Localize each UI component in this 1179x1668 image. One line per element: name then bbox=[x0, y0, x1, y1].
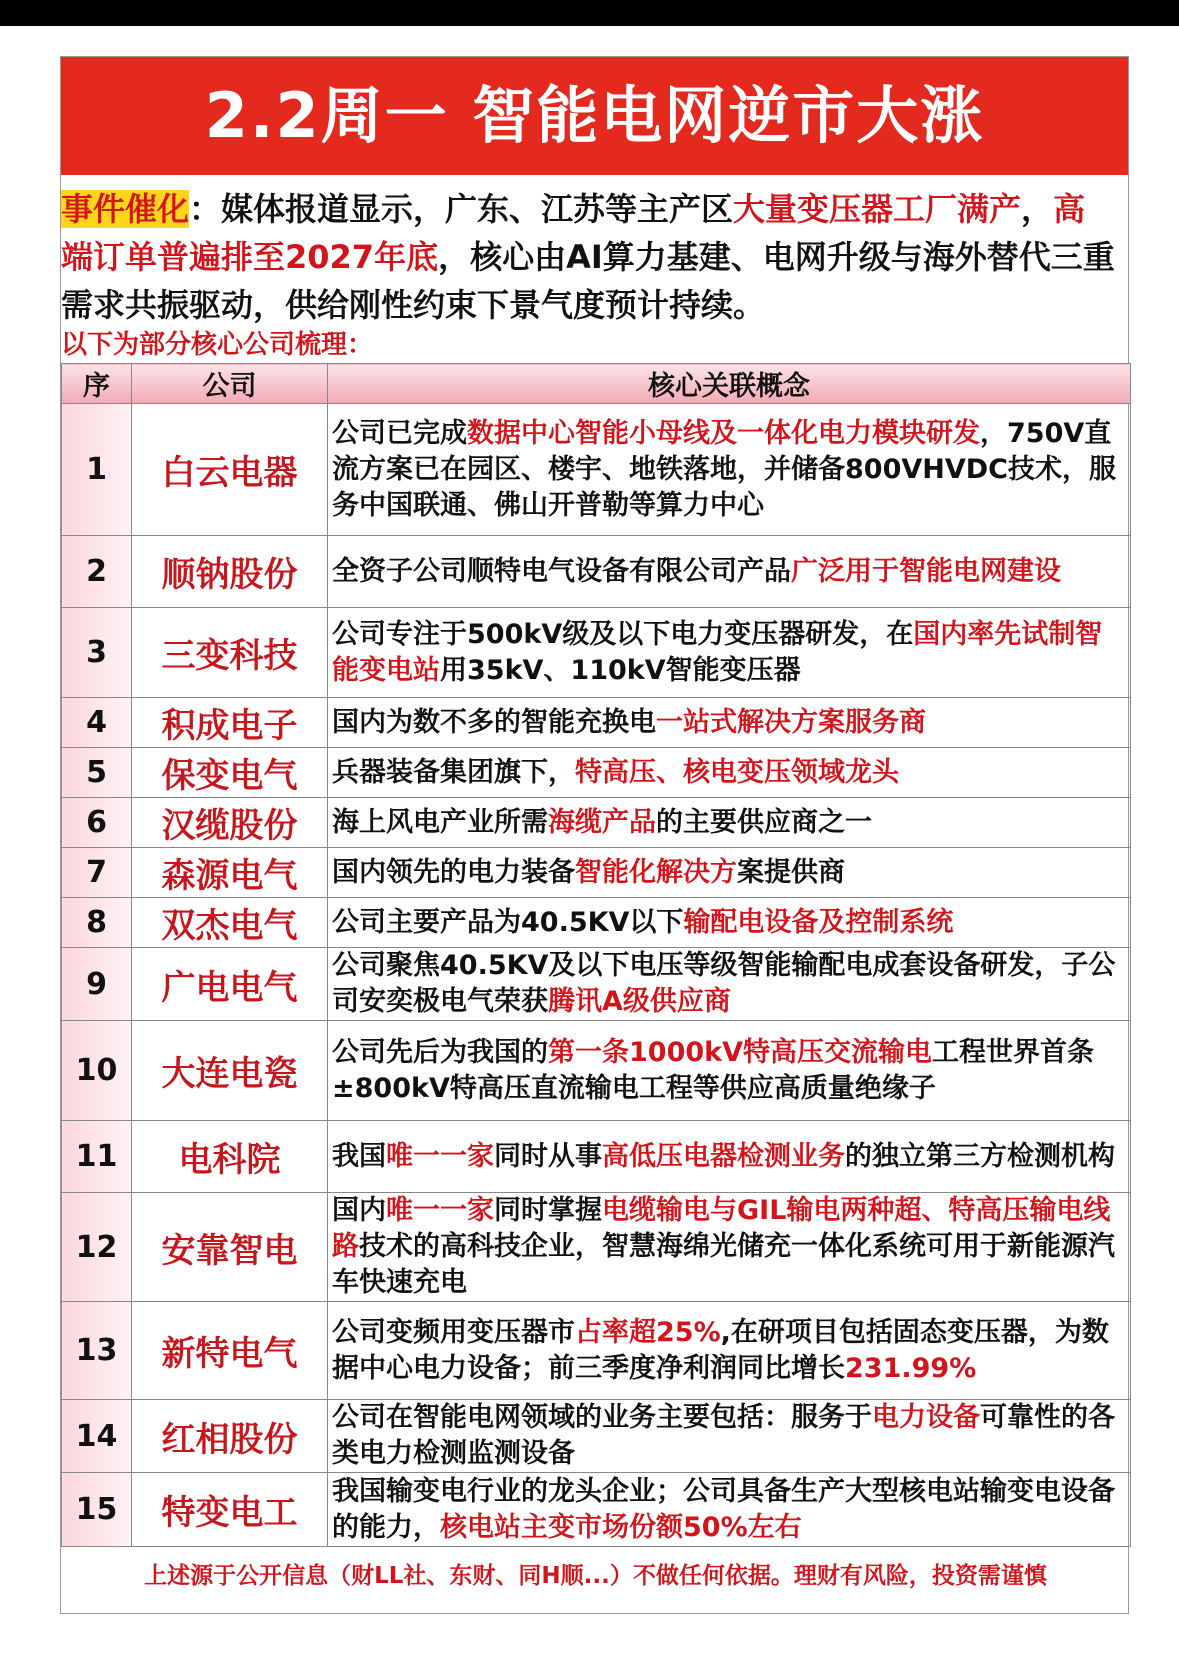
company-table bbox=[61, 363, 1131, 1547]
row-seq: 13 bbox=[62, 1302, 132, 1400]
row-seq: 5 bbox=[62, 748, 132, 798]
table-row bbox=[62, 1193, 1131, 1302]
concept-text: 公司聚焦40.5KV及以下电压等级智能输配电成套设备研发，子公司安奕极电气荣获 bbox=[332, 950, 1116, 1017]
row-concept bbox=[328, 748, 1131, 798]
table-row bbox=[62, 608, 1131, 698]
concept-text: ,在研项目包括固态变压器，为数据中心电力设备；前三季度净利润同比增长 bbox=[332, 1316, 1109, 1384]
row-seq: 9 bbox=[62, 948, 132, 1021]
row-concept bbox=[328, 848, 1131, 898]
row-company: 三变科技 bbox=[132, 608, 328, 698]
concept-text: 公司主要产品为40.5KV以下 bbox=[332, 906, 684, 938]
concept-text: 的主要供应商之一 bbox=[656, 806, 872, 838]
event-catalyst-paragraph bbox=[61, 175, 1128, 329]
row-company: 广电电气 bbox=[132, 948, 328, 1021]
concept-highlight: 核电站主变市场份额50%左右 bbox=[440, 1511, 802, 1543]
row-company: 大连电瓷 bbox=[132, 1021, 328, 1121]
row-seq: 3 bbox=[62, 608, 132, 698]
concept-text: 技术的高科技企业，智慧海绵光储充一体化系统可用于新能源汽车快速充电 bbox=[332, 1231, 1115, 1298]
concept-text: 我国 bbox=[332, 1140, 386, 1172]
row-company: 新特电气 bbox=[132, 1302, 328, 1400]
header-seq: 序 bbox=[62, 364, 132, 404]
table-row bbox=[62, 1121, 1131, 1193]
row-seq: 4 bbox=[62, 698, 132, 748]
concept-text: 公司专注于500kV级及以下电力变压器研发，在 bbox=[332, 618, 914, 650]
table-row bbox=[62, 748, 1131, 798]
concept-text: 公司已完成 bbox=[332, 417, 467, 449]
table-row bbox=[62, 536, 1131, 608]
concept-text: 同时掌握 bbox=[494, 1195, 602, 1226]
table-row bbox=[62, 798, 1131, 848]
intro-highlight: 高端订单普遍排至2027年底 bbox=[61, 190, 1086, 276]
intro-text: ，核心由AI算力基建、电网升级与海外替代三重需求共振驱动，供给刚性约束下景气度预计持续。 bbox=[61, 238, 1115, 324]
concept-highlight: 占率超25% bbox=[575, 1316, 721, 1348]
concept-highlight: 智能化解决方 bbox=[575, 856, 737, 888]
row-company: 保变电气 bbox=[132, 748, 328, 798]
concept-text: 国内 bbox=[332, 1195, 386, 1226]
concept-text: 兵器装备集团旗下， bbox=[332, 756, 575, 788]
row-concept bbox=[328, 1473, 1131, 1547]
row-concept bbox=[328, 608, 1131, 698]
table-row bbox=[62, 404, 1131, 536]
row-company: 安靠智电 bbox=[132, 1193, 328, 1302]
concept-highlight: 唯一一家 bbox=[386, 1195, 494, 1226]
row-company: 森源电气 bbox=[132, 848, 328, 898]
row-concept bbox=[328, 536, 1131, 608]
concept-highlight: 电力设备 bbox=[872, 1402, 980, 1433]
header-company: 公司 bbox=[132, 364, 328, 404]
concept-text: 公司变频用变压器市 bbox=[332, 1316, 575, 1348]
concept-text: 国内为数不多的智能充换电 bbox=[332, 706, 656, 738]
concept-text: 可靠性的各类电力检测监测设备 bbox=[332, 1402, 1115, 1469]
row-seq: 12 bbox=[62, 1193, 132, 1302]
concept-text: 工程世界首条±800kV特高压直流输电工程等供应高质量绝缘子 bbox=[332, 1036, 1094, 1104]
concept-text: 同时从事 bbox=[494, 1140, 602, 1172]
concept-highlight: 国内率先试制智能变电站 bbox=[332, 618, 1103, 686]
row-company: 红相股份 bbox=[132, 1400, 328, 1473]
concept-text: 的独立第三方检测机构 bbox=[845, 1140, 1115, 1172]
table-row bbox=[62, 848, 1131, 898]
concept-text: 全资子公司顺特电气设备有限公司产品 bbox=[332, 555, 791, 587]
concept-text: 海上风电产业所需 bbox=[332, 806, 548, 838]
concept-text: 我国输变电行业的龙头企业；公司具备生产大型核电站输变电设备的能力， bbox=[332, 1475, 1115, 1543]
row-seq: 2 bbox=[62, 536, 132, 608]
concept-highlight: 唯一一家 bbox=[386, 1140, 494, 1172]
page-title: 2.2周一 智能电网逆市大涨 bbox=[61, 57, 1128, 175]
row-concept bbox=[328, 798, 1131, 848]
concept-highlight: 数据中心智能小母线及一体化电力模块研发 bbox=[467, 417, 980, 449]
top-black-bar bbox=[0, 0, 1179, 26]
concept-highlight: 海缆产品 bbox=[548, 806, 656, 838]
row-seq: 1 bbox=[62, 404, 132, 536]
row-company: 电科院 bbox=[132, 1121, 328, 1193]
row-concept bbox=[328, 898, 1131, 948]
table-row bbox=[62, 1400, 1131, 1473]
section-subtitle: 以下为部分核心公司梳理： bbox=[61, 330, 374, 360]
concept-highlight: 腾讯A级供应商 bbox=[548, 986, 731, 1017]
row-concept bbox=[328, 1121, 1131, 1193]
row-company: 双杰电气 bbox=[132, 898, 328, 948]
row-company: 特变电工 bbox=[132, 1473, 328, 1547]
table-header-row bbox=[62, 364, 1131, 404]
row-seq: 7 bbox=[62, 848, 132, 898]
concept-highlight: 广泛用于智能电网建设 bbox=[791, 555, 1061, 587]
row-company: 顺钠股份 bbox=[132, 536, 328, 608]
event-tag: 事件催化 bbox=[61, 190, 190, 228]
row-concept bbox=[328, 948, 1131, 1021]
concept-highlight: 第一条1000kV特高压交流输电 bbox=[548, 1036, 932, 1068]
intro-text: ：媒体报道显示，广东、江苏等主产区 bbox=[189, 190, 734, 228]
concept-highlight: 输配电设备及控制系统 bbox=[683, 906, 954, 938]
row-seq: 14 bbox=[62, 1400, 132, 1473]
row-company: 积成电子 bbox=[132, 698, 328, 748]
row-concept bbox=[328, 1193, 1131, 1302]
table-row bbox=[62, 898, 1131, 948]
row-seq: 6 bbox=[62, 798, 132, 848]
info-card bbox=[60, 56, 1129, 1614]
row-seq: 10 bbox=[62, 1021, 132, 1121]
concept-highlight: 高低压电器检测业务 bbox=[602, 1140, 845, 1172]
row-concept bbox=[328, 404, 1131, 536]
concept-text: 用35kV、110kV智能变压器 bbox=[440, 654, 801, 686]
intro-highlight: 大量变压器工厂满产 bbox=[733, 190, 1022, 228]
concept-highlight: 231.99% bbox=[845, 1352, 977, 1384]
row-seq: 8 bbox=[62, 898, 132, 948]
concept-text: 公司先后为我国的 bbox=[332, 1036, 548, 1068]
table-row bbox=[62, 1473, 1131, 1547]
concept-text: 案提供商 bbox=[737, 856, 845, 888]
concept-highlight: 电缆输电与GIL输电两种超、特高压输电线路 bbox=[332, 1195, 1111, 1262]
row-concept bbox=[328, 1400, 1131, 1473]
row-concept bbox=[328, 1302, 1131, 1400]
table-row bbox=[62, 698, 1131, 748]
row-concept bbox=[328, 1021, 1131, 1121]
row-concept bbox=[328, 698, 1131, 748]
table-row bbox=[62, 1302, 1131, 1400]
concept-text: 公司在智能电网领域的业务主要包括：服务于 bbox=[332, 1402, 872, 1433]
row-seq: 15 bbox=[62, 1473, 132, 1547]
table-row bbox=[62, 1021, 1131, 1121]
table-row bbox=[62, 948, 1131, 1021]
concept-text: ，750V直流方案已在园区、楼宇、地铁落地，并储备800VHVDC技术，服务中国联通、佛山开普勒等算力中心 bbox=[332, 417, 1116, 521]
intro-text: ， bbox=[1021, 190, 1054, 228]
row-seq: 11 bbox=[62, 1121, 132, 1193]
concept-highlight: 特高压、核电变压领域龙头 bbox=[575, 756, 899, 788]
concept-text: 国内领先的电力装备 bbox=[332, 856, 575, 888]
row-company: 白云电器 bbox=[132, 404, 328, 536]
header-concept: 核心关联概念 bbox=[328, 364, 1131, 404]
concept-highlight: 一站式解决方案服务商 bbox=[656, 706, 926, 738]
row-company: 汉缆股份 bbox=[132, 798, 328, 848]
disclaimer-footer: 上述源于公开信息（财LL社、东财、同H顺...）不做任何依据。理财有风险，投资需谨慎 bbox=[144, 1563, 1047, 1589]
